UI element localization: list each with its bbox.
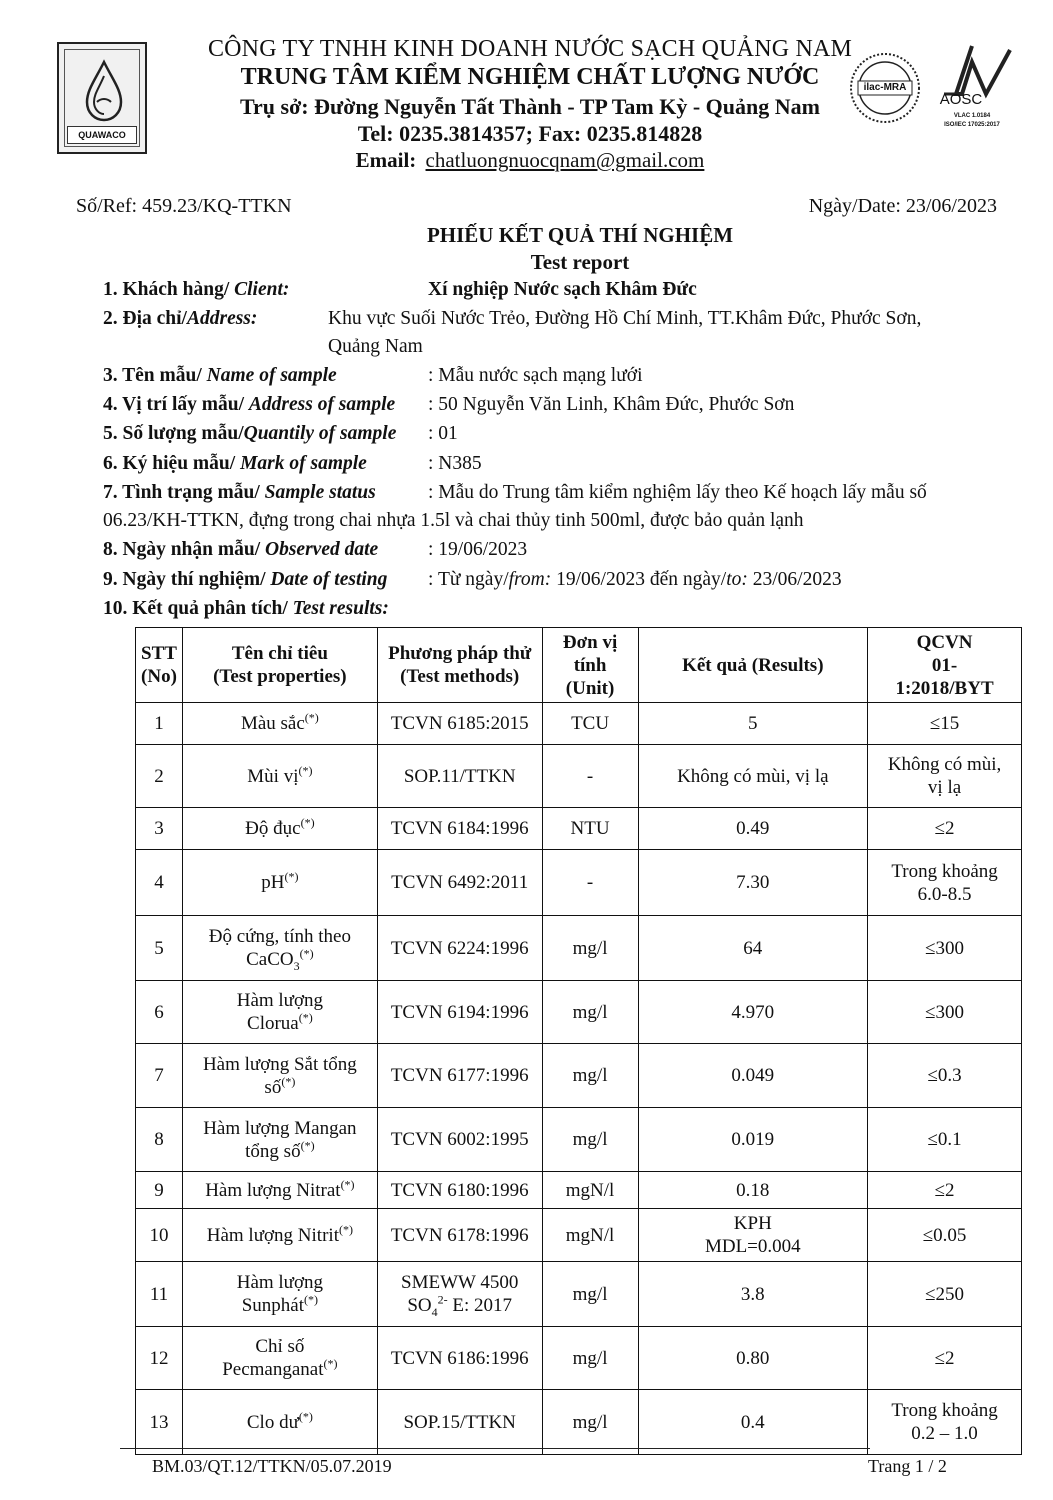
col-header-methods: Phương pháp thử (Test methods) xyxy=(377,628,542,703)
aosc-iso-standard: ISO/IEC 17025:2017 xyxy=(944,122,1000,128)
sample-location-value: : 50 Nguyễn Văn Linh, Khâm Đức, Phước Sơn xyxy=(428,394,795,415)
address-value-line1: Khu vực Suối Nước Trẻo, Đường Hồ Chí Minh, TT.Khâm Đức, Phước Sơn, xyxy=(328,308,922,329)
testing-date-label: 9. Ngày thí nghiệm/ Date of testing xyxy=(103,569,388,590)
head-office-address: Trụ sở: Đường Nguyễn Tất Thành - TP Tam Kỳ - Quảng Nam xyxy=(240,94,820,119)
table-row: 4 pH(*) TCVN 6492:2011 - 7.30 Trong khoảng 6.0-8.5 xyxy=(136,850,1022,916)
results-table xyxy=(135,627,1022,1455)
table-row: 11 Hàm lượng Sunphát(*) SMEWW 4500 $SO_4^{2-}$ E: 2017 mg/l 3.8 ≤250 xyxy=(136,1262,1022,1327)
report-subtitle: Test report xyxy=(530,250,630,274)
col-header-unit: Đơn vị tính (Unit) xyxy=(542,628,638,703)
sample-name-value: : Mẫu nước sạch mạng lưới xyxy=(428,365,643,386)
table-row: 10 Hàm lượng Nitrit(*) TCVN 6178:1996 mgN/l KPH MDL=0.004 ≤0.05 xyxy=(136,1209,1022,1262)
center-name: TRUNG TÂM KIỂM NGHIỆM CHẤT LƯỢNG NƯỚC xyxy=(240,64,820,90)
ilac-logo-text: ilac-MRA xyxy=(863,82,907,93)
contact-phone: Tel: 0235.3814357; Fax: 0235.814828 xyxy=(357,121,703,146)
table-header-row xyxy=(136,628,1022,703)
col-header-properties: Tên chỉ tiêu (Test properties) xyxy=(182,628,377,703)
logo-caption: QUAWACO xyxy=(67,126,137,144)
col-header-no: STT (No) xyxy=(136,628,183,703)
sample-status-value-line2: 06.23/KH-TTKN, đựng trong chai nhựa 1.5l và chai thủy tinh 500ml, được bảo quản lạnh xyxy=(103,510,804,531)
sample-name-label: 3. Tên mẫu/ Name of sample xyxy=(103,365,337,386)
report-title: PHIẾU KẾT QUẢ THÍ NGHIỆM xyxy=(426,223,734,247)
page-number: Trang 1 / 2 xyxy=(868,1456,947,1476)
aosc-logo xyxy=(926,42,1018,136)
aosc-logo-text: AOSC xyxy=(939,91,983,108)
ilac-mra-logo xyxy=(848,48,922,128)
client-label: 1. Khách hàng/ Client: xyxy=(103,279,290,300)
testing-date-value: : Từ ngày/from: 19/06/2023 đến ngày/to: 23/06/2023 xyxy=(428,569,842,590)
sample-status-value-line1: : Mẫu do Trung tâm kiểm nghiệm lấy theo Kế hoạch lấy mẫu số xyxy=(428,482,927,503)
company-name: CÔNG TY TNHH KINH DOANH NƯỚC SẠCH QUẢNG NAM xyxy=(207,36,853,62)
table-row: 8 Hàm lượng Mangan tổng số(*) TCVN 6002:1995 mg/l 0.019 ≤0.1 xyxy=(136,1108,1022,1172)
received-date-label: 8. Ngày nhận mẫu/ Observed date xyxy=(103,539,379,560)
sample-mark-label: 6. Ký hiệu mẫu/ Mark of sample xyxy=(103,453,367,474)
col-header-standard: QCVN 01- 1:2018/BYT xyxy=(868,628,1022,703)
contact-email-line xyxy=(150,148,910,173)
report-date: Ngày/Date: 23/06/2023 xyxy=(808,195,997,217)
sample-quantity-label: 5. Số lượng mẫu/Quantily of sample xyxy=(103,423,397,444)
table-row: 12 Chỉ số Pecmanganat(*) TCVN 6186:1996 mg/l 0.80 ≤2 xyxy=(136,1327,1022,1390)
address-value-line2: Quảng Nam xyxy=(328,336,423,357)
table-row: 7 Hàm lượng Sắt tổng số(*) TCVN 6177:1996 mg/l 0.049 ≤0.3 xyxy=(136,1044,1022,1108)
footer-divider xyxy=(120,1448,870,1449)
reference-number: Số/Ref: 459.23/KQ-TTKN xyxy=(76,195,292,217)
table-row: 13 Clo dư(*) SOP.15/TTKN mg/l 0.4 Trong khoảng 0.2 – 1.0 xyxy=(136,1390,1022,1455)
table-row: 9 Hàm lượng Nitrat(*) TCVN 6180:1996 mgN/l 0.18 ≤2 xyxy=(136,1172,1022,1209)
sample-mark-value: : N385 xyxy=(428,453,482,474)
client-value: Xí nghiệp Nước sạch Khâm Đức xyxy=(428,279,697,300)
received-date-value: : 19/06/2023 xyxy=(428,539,528,560)
email-label: Email: xyxy=(355,148,417,172)
table-row: 6 Hàm lượng Clorua(*) TCVN 6194:1996 mg/l 4.970 ≤300 xyxy=(136,981,1022,1044)
form-code: BM.03/QT.12/TTKN/05.07.2019 xyxy=(152,1456,392,1476)
company-logo xyxy=(57,42,147,154)
table-row: 1 Màu sắc(*) TCVN 6185:2015 TCU 5 ≤15 xyxy=(136,703,1022,745)
sample-location-label: 4. Vị trí lấy mẫu/ Address of sample xyxy=(103,394,396,415)
aosc-vlac-number: VLAC 1.0184 xyxy=(953,113,991,119)
sample-status-label: 7. Tình trạng mẫu/ Sample status xyxy=(103,482,376,503)
sample-quantity-value: : 01 xyxy=(428,423,458,444)
email-link[interactable]: chatluongnuocqnam@gmail.com xyxy=(425,148,705,172)
address-label: 2. Địa chỉ/Address: xyxy=(103,308,258,329)
table-row: 3 Độ đục(*) TCVN 6184:1996 NTU 0.49 ≤2 xyxy=(136,808,1022,850)
results-label: 10. Kết quả phân tích/ Test results: xyxy=(103,598,389,619)
col-header-results: Kết quả (Results) xyxy=(638,628,868,703)
table-row: 2 Mùi vị(*) SOP.11/TTKN - Không có mùi, vị lạ Không có mùi, vị lạ xyxy=(136,745,1022,808)
water-drop-icon xyxy=(79,58,129,124)
table-row: 5 Độ cứng, tính theo CaCO$_3$(*) TCVN 6224:1996 mg/l 64 ≤300 xyxy=(136,916,1022,981)
